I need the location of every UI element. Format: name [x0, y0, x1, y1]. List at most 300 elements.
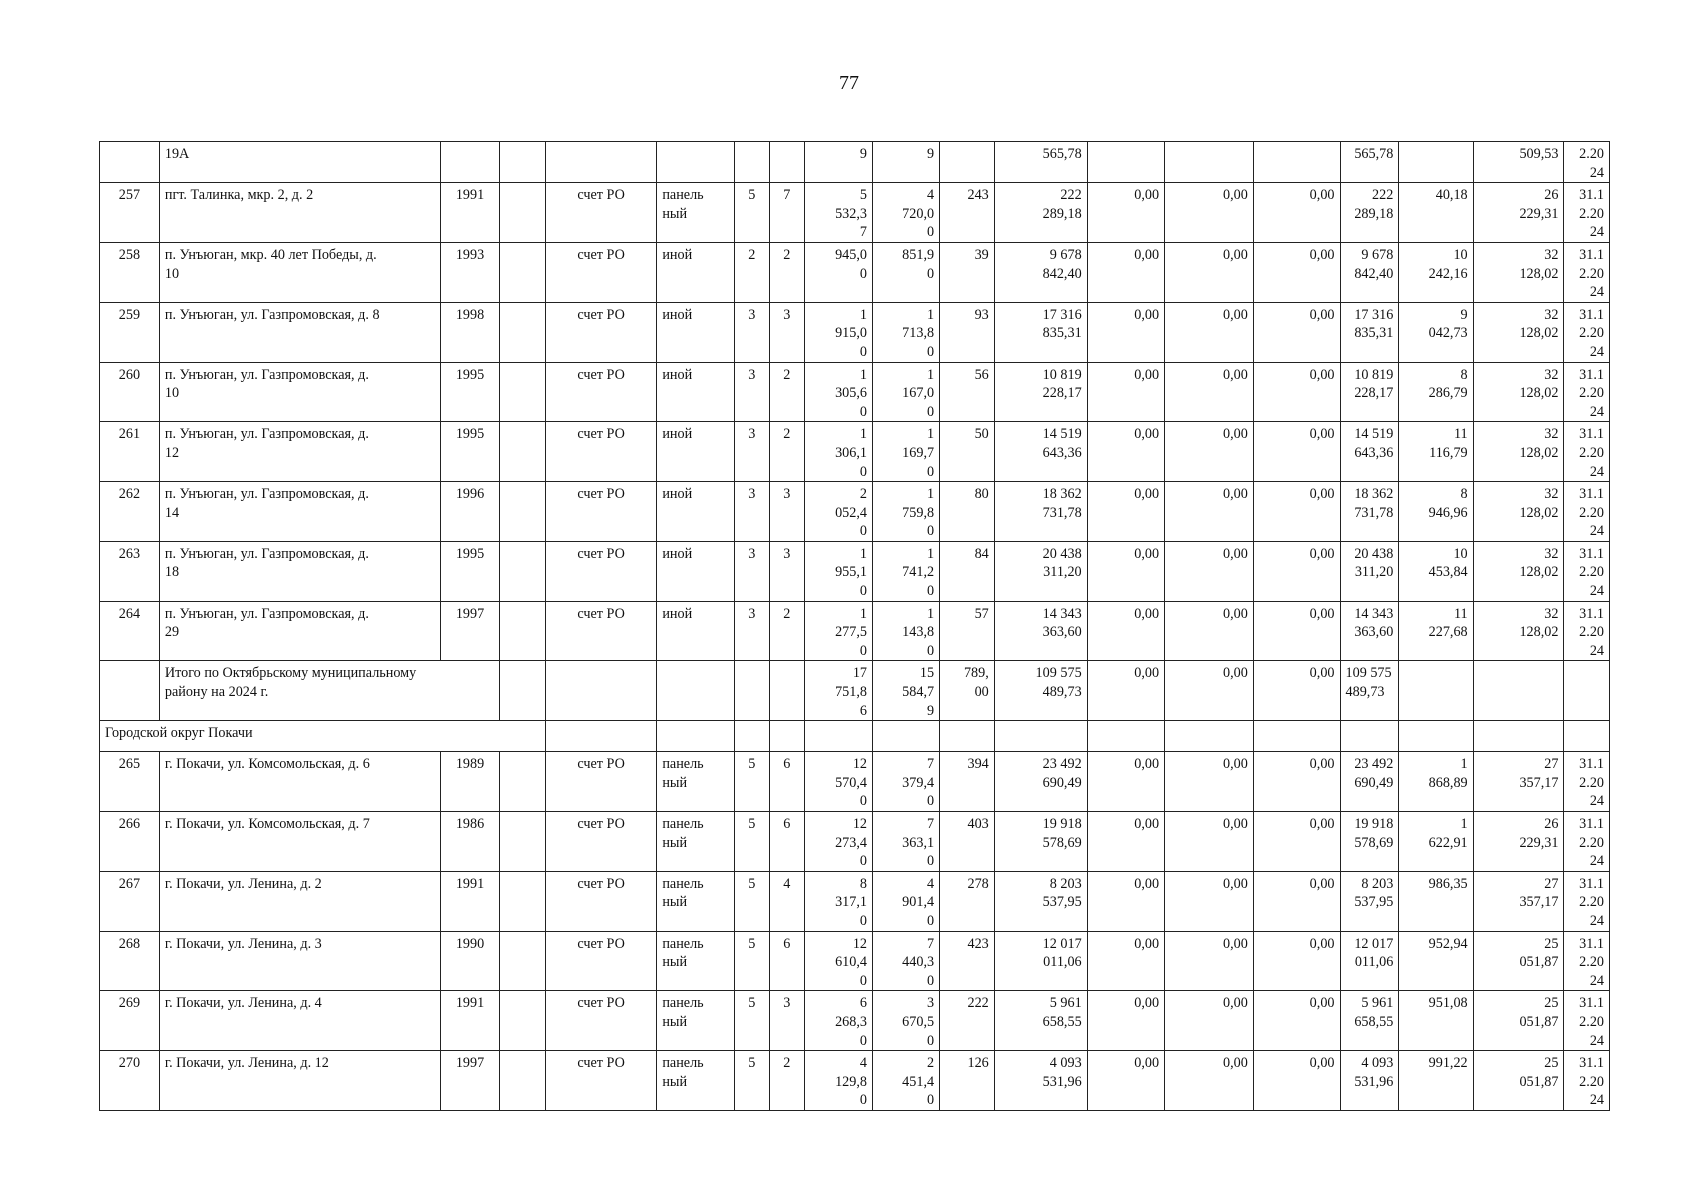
funding-cell: 0,00 [1253, 362, 1340, 422]
address-cell: 19А [159, 142, 440, 183]
cost-cell: 4 093 531,96 [994, 1051, 1087, 1111]
area-residential-cell: 1 759,8 0 [873, 482, 940, 542]
row-number: 266 [100, 812, 160, 872]
empty-cell [500, 482, 545, 542]
address-cell: п. Унъюган, ул. Газпромовская, д. 18 [159, 541, 440, 601]
floors-cell: 3 [734, 302, 769, 362]
area-total-cell: 12 570,4 0 [804, 752, 872, 812]
floors-cell: 5 [734, 812, 769, 872]
address-cell: п. Унъюган, ул. Газпромовская, д. 29 [159, 601, 440, 661]
funding-cell: 0,00 [1087, 183, 1164, 243]
total-row [100, 661, 1610, 721]
row-number: 268 [100, 931, 160, 991]
entrances-cell: 6 [769, 931, 804, 991]
cost-cell: 18 362 731,78 [994, 482, 1087, 542]
address-cell: г. Покачи, ул. Ленина, д. 2 [159, 871, 440, 931]
method-cell: счет РО [545, 931, 656, 991]
floors-cell [734, 142, 769, 183]
unit-cost-cell [1399, 661, 1473, 721]
funding-cell: 0,00 [1087, 661, 1164, 721]
year-cell: 1990 [440, 931, 500, 991]
funding-cell: 0,00 [1253, 302, 1340, 362]
area-residential-cell: 2 451,4 0 [873, 1051, 940, 1111]
unit-cost-cell: 951,08 [1399, 991, 1473, 1051]
funding-cell: 0,00 [1165, 183, 1254, 243]
empty-cell [1399, 721, 1473, 752]
date-cell: 31.1 2.20 24 [1564, 242, 1610, 302]
fund-cell: 4 093 531,96 [1340, 1051, 1399, 1111]
empty-cell [500, 422, 545, 482]
floors-cell: 5 [734, 183, 769, 243]
row-number [100, 661, 160, 721]
entrances-cell: 2 [769, 242, 804, 302]
limit-cell: 32 128,02 [1473, 541, 1564, 601]
empty-cell [500, 1051, 545, 1111]
cost-cell: 5 961 658,55 [994, 991, 1087, 1051]
row-number: 262 [100, 482, 160, 542]
empty-cell [500, 931, 545, 991]
area-residential-cell: 4 720,0 0 [873, 183, 940, 243]
material-cell: иной [657, 362, 734, 422]
page-number: 77 [839, 72, 859, 94]
floors-cell: 5 [734, 871, 769, 931]
cost-cell: 23 492 690,49 [994, 752, 1087, 812]
area-total-cell: 945,0 0 [804, 242, 872, 302]
entrances-cell: 2 [769, 422, 804, 482]
table-row [100, 871, 1610, 931]
material-cell: панель ный [657, 752, 734, 812]
residents-cell: 93 [940, 302, 995, 362]
method-cell: счет РО [545, 183, 656, 243]
unit-cost-cell: 8 286,79 [1399, 362, 1473, 422]
empty-cell [500, 242, 545, 302]
residents-cell: 403 [940, 812, 995, 872]
funding-cell: 0,00 [1165, 541, 1254, 601]
funding-cell: 0,00 [1165, 661, 1254, 721]
funding-cell: 0,00 [1253, 482, 1340, 542]
row-number: 270 [100, 1051, 160, 1111]
table-row [100, 482, 1610, 542]
funding-cell: 0,00 [1165, 931, 1254, 991]
section-header-row [100, 721, 1610, 752]
date-cell: 31.1 2.20 24 [1564, 422, 1610, 482]
row-number: 267 [100, 871, 160, 931]
residents-cell: 57 [940, 601, 995, 661]
year-cell: 1998 [440, 302, 500, 362]
residents-cell: 278 [940, 871, 995, 931]
floors-cell: 3 [734, 601, 769, 661]
empty-cell [500, 601, 545, 661]
empty-cell [500, 991, 545, 1051]
date-cell: 31.1 2.20 24 [1564, 183, 1610, 243]
cost-cell: 14 519 643,36 [994, 422, 1087, 482]
funding-cell: 0,00 [1087, 482, 1164, 542]
funding-cell: 0,00 [1253, 183, 1340, 243]
funding-cell: 0,00 [1253, 931, 1340, 991]
empty-cell [940, 721, 995, 752]
funding-cell: 0,00 [1165, 991, 1254, 1051]
area-residential-cell: 4 901,4 0 [873, 871, 940, 931]
area-total-cell: 1 277,5 0 [804, 601, 872, 661]
method-cell: счет РО [545, 362, 656, 422]
material-cell: иной [657, 242, 734, 302]
fund-cell: 12 017 011,06 [1340, 931, 1399, 991]
limit-cell: 32 128,02 [1473, 362, 1564, 422]
table-row [100, 812, 1610, 872]
date-cell: 2.20 24 [1564, 142, 1610, 183]
funding-cell: 0,00 [1087, 991, 1164, 1051]
floors-cell: 3 [734, 541, 769, 601]
date-cell: 31.1 2.20 24 [1564, 1051, 1610, 1111]
entrances-cell: 7 [769, 183, 804, 243]
date-cell: 31.1 2.20 24 [1564, 871, 1610, 931]
funding-cell: 0,00 [1087, 752, 1164, 812]
area-residential-cell: 15 584,7 9 [873, 661, 940, 721]
fund-cell: 23 492 690,49 [1340, 752, 1399, 812]
fund-cell: 17 316 835,31 [1340, 302, 1399, 362]
empty-cell [1087, 721, 1164, 752]
address-cell: п. Унъюган, ул. Газпромовская, д. 10 [159, 362, 440, 422]
unit-cost-cell: 986,35 [1399, 871, 1473, 931]
method-cell [545, 661, 656, 721]
address-cell: п. Унъюган, ул. Газпромовская, д. 12 [159, 422, 440, 482]
fund-cell: 14 519 643,36 [1340, 422, 1399, 482]
area-total-cell: 12 273,4 0 [804, 812, 872, 872]
limit-cell: 32 128,02 [1473, 422, 1564, 482]
fund-cell: 18 362 731,78 [1340, 482, 1399, 542]
unit-cost-cell: 991,22 [1399, 1051, 1473, 1111]
area-residential-cell: 7 440,3 0 [873, 931, 940, 991]
year-cell: 1991 [440, 183, 500, 243]
empty-cell [500, 302, 545, 362]
row-number: 260 [100, 362, 160, 422]
material-cell [657, 142, 734, 183]
unit-cost-cell: 10 453,84 [1399, 541, 1473, 601]
funding-cell: 0,00 [1253, 991, 1340, 1051]
method-cell: счет РО [545, 482, 656, 542]
fund-cell: 20 438 311,20 [1340, 541, 1399, 601]
table-row [100, 601, 1610, 661]
year-cell: 1995 [440, 422, 500, 482]
empty-cell [500, 812, 545, 872]
fund-cell: 109 575 489,73 [1340, 661, 1399, 721]
row-number: 261 [100, 422, 160, 482]
date-cell: 31.1 2.20 24 [1564, 601, 1610, 661]
area-total-cell: 17 751,8 6 [804, 661, 872, 721]
residents-cell: 222 [940, 991, 995, 1051]
fund-cell: 19 918 578,69 [1340, 812, 1399, 872]
area-total-cell: 5 532,3 7 [804, 183, 872, 243]
cost-cell: 565,78 [994, 142, 1087, 183]
funding-cell: 0,00 [1253, 871, 1340, 931]
area-residential-cell: 7 379,4 0 [873, 752, 940, 812]
table-row [100, 183, 1610, 243]
area-residential-cell: 9 [873, 142, 940, 183]
funding-cell: 0,00 [1165, 812, 1254, 872]
unit-cost-cell: 11 227,68 [1399, 601, 1473, 661]
funding-cell: 0,00 [1165, 422, 1254, 482]
empty-cell [734, 721, 769, 752]
entrances-cell: 3 [769, 482, 804, 542]
funding-cell: 0,00 [1087, 931, 1164, 991]
cost-cell: 9 678 842,40 [994, 242, 1087, 302]
area-residential-cell: 7 363,1 0 [873, 812, 940, 872]
method-cell: счет РО [545, 302, 656, 362]
year-cell: 1993 [440, 242, 500, 302]
empty-cell [500, 752, 545, 812]
empty-cell [1253, 721, 1340, 752]
funding-cell [1087, 142, 1164, 183]
material-cell: иной [657, 422, 734, 482]
empty-cell [994, 721, 1087, 752]
row-number: 263 [100, 541, 160, 601]
residents-cell: 39 [940, 242, 995, 302]
date-cell: 31.1 2.20 24 [1564, 362, 1610, 422]
empty-cell [500, 661, 545, 721]
empty-cell [769, 721, 804, 752]
entrances-cell: 2 [769, 362, 804, 422]
table-row [100, 302, 1610, 362]
cost-cell: 20 438 311,20 [994, 541, 1087, 601]
entrances-cell [769, 142, 804, 183]
residents-cell: 84 [940, 541, 995, 601]
area-total-cell: 1 305,6 0 [804, 362, 872, 422]
floors-cell: 3 [734, 482, 769, 542]
year-cell: 1989 [440, 752, 500, 812]
method-cell: счет РО [545, 812, 656, 872]
residents-cell: 126 [940, 1051, 995, 1111]
address-cell: г. Покачи, ул. Комсомольская, д. 6 [159, 752, 440, 812]
row-number: 259 [100, 302, 160, 362]
floors-cell: 3 [734, 422, 769, 482]
address-cell: п. Унъюган, мкр. 40 лет Победы, д. 10 [159, 242, 440, 302]
funding-cell: 0,00 [1253, 601, 1340, 661]
table-row [100, 362, 1610, 422]
date-cell [1564, 661, 1610, 721]
entrances-cell: 2 [769, 1051, 804, 1111]
funding-cell: 0,00 [1165, 302, 1254, 362]
funding-cell: 0,00 [1165, 1051, 1254, 1111]
unit-cost-cell: 952,94 [1399, 931, 1473, 991]
year-cell: 1986 [440, 812, 500, 872]
residents-cell: 56 [940, 362, 995, 422]
cost-cell: 222 289,18 [994, 183, 1087, 243]
residents-cell: 394 [940, 752, 995, 812]
funding-cell: 0,00 [1165, 601, 1254, 661]
limit-cell: 25 051,87 [1473, 1051, 1564, 1111]
fund-cell: 10 819 228,17 [1340, 362, 1399, 422]
table-row [100, 142, 1610, 183]
empty-cell [500, 362, 545, 422]
year-cell [440, 142, 500, 183]
year-cell: 1997 [440, 601, 500, 661]
floors-cell: 5 [734, 931, 769, 991]
cost-cell: 12 017 011,06 [994, 931, 1087, 991]
date-cell: 31.1 2.20 24 [1564, 812, 1610, 872]
limit-cell: 26 229,31 [1473, 812, 1564, 872]
limit-cell: 32 128,02 [1473, 482, 1564, 542]
date-cell: 31.1 2.20 24 [1564, 541, 1610, 601]
area-total-cell: 1 955,1 0 [804, 541, 872, 601]
area-residential-cell: 1 143,8 0 [873, 601, 940, 661]
date-cell: 31.1 2.20 24 [1564, 482, 1610, 542]
table-row [100, 752, 1610, 812]
unit-cost-cell: 40,18 [1399, 183, 1473, 243]
material-cell: панель ный [657, 183, 734, 243]
funding-cell: 0,00 [1087, 302, 1164, 362]
cost-cell: 8 203 537,95 [994, 871, 1087, 931]
section-title: Городской округ Покачи [100, 721, 546, 752]
fund-cell: 9 678 842,40 [1340, 242, 1399, 302]
entrances-cell [769, 661, 804, 721]
address-cell: пгт. Талинка, мкр. 2, д. 2 [159, 183, 440, 243]
area-residential-cell: 851,9 0 [873, 242, 940, 302]
floors-cell: 5 [734, 991, 769, 1051]
cost-cell: 14 343 363,60 [994, 601, 1087, 661]
unit-cost-cell: 9 042,73 [1399, 302, 1473, 362]
entrances-cell: 6 [769, 812, 804, 872]
fund-cell: 8 203 537,95 [1340, 871, 1399, 931]
area-residential-cell: 3 670,5 0 [873, 991, 940, 1051]
method-cell: счет РО [545, 242, 656, 302]
row-number: 269 [100, 991, 160, 1051]
entrances-cell: 2 [769, 601, 804, 661]
unit-cost-cell: 1 622,91 [1399, 812, 1473, 872]
funding-cell: 0,00 [1253, 422, 1340, 482]
empty-cell [1165, 721, 1254, 752]
residents-cell: 423 [940, 931, 995, 991]
funding-cell: 0,00 [1253, 812, 1340, 872]
material-cell: иной [657, 482, 734, 542]
funding-cell: 0,00 [1165, 242, 1254, 302]
year-cell: 1997 [440, 1051, 500, 1111]
empty-cell [545, 721, 656, 752]
row-number: 258 [100, 242, 160, 302]
table-row [100, 1051, 1610, 1111]
material-cell: панель ный [657, 931, 734, 991]
table-row [100, 991, 1610, 1051]
residents-cell [940, 142, 995, 183]
limit-cell: 32 128,02 [1473, 601, 1564, 661]
funding-cell: 0,00 [1165, 752, 1254, 812]
funding-cell: 0,00 [1087, 362, 1164, 422]
material-cell: иной [657, 601, 734, 661]
entrances-cell: 3 [769, 991, 804, 1051]
funding-cell: 0,00 [1087, 422, 1164, 482]
total-label: Итого по Октябрьскому муниципальному району на 2024 г. [159, 661, 500, 721]
empty-cell [873, 721, 940, 752]
area-total-cell: 12 610,4 0 [804, 931, 872, 991]
funding-cell: 0,00 [1087, 1051, 1164, 1111]
unit-cost-cell: 11 116,79 [1399, 422, 1473, 482]
area-total-cell: 2 052,4 0 [804, 482, 872, 542]
limit-cell: 32 128,02 [1473, 242, 1564, 302]
floors-cell [734, 661, 769, 721]
method-cell: счет РО [545, 752, 656, 812]
area-total-cell: 1 306,1 0 [804, 422, 872, 482]
method-cell: счет РО [545, 541, 656, 601]
funding-cell: 0,00 [1087, 242, 1164, 302]
limit-cell: 509,53 [1473, 142, 1564, 183]
fund-cell: 5 961 658,55 [1340, 991, 1399, 1051]
entrances-cell: 6 [769, 752, 804, 812]
cost-cell: 17 316 835,31 [994, 302, 1087, 362]
table-row [100, 541, 1610, 601]
entrances-cell: 4 [769, 871, 804, 931]
funding-cell: 0,00 [1253, 541, 1340, 601]
empty-cell [1340, 721, 1399, 752]
date-cell: 31.1 2.20 24 [1564, 991, 1610, 1051]
cost-cell: 109 575 489,73 [994, 661, 1087, 721]
material-cell: панель ный [657, 991, 734, 1051]
year-cell: 1995 [440, 541, 500, 601]
fund-cell: 565,78 [1340, 142, 1399, 183]
method-cell: счет РО [545, 991, 656, 1051]
material-cell: панель ный [657, 1051, 734, 1111]
fund-cell: 222 289,18 [1340, 183, 1399, 243]
method-cell: счет РО [545, 601, 656, 661]
funding-cell: 0,00 [1165, 871, 1254, 931]
method-cell [545, 142, 656, 183]
area-total-cell: 9 [804, 142, 872, 183]
year-cell: 1991 [440, 991, 500, 1051]
date-cell: 31.1 2.20 24 [1564, 752, 1610, 812]
cost-cell: 10 819 228,17 [994, 362, 1087, 422]
row-number [100, 142, 160, 183]
row-number: 264 [100, 601, 160, 661]
area-residential-cell: 1 741,2 0 [873, 541, 940, 601]
funding-cell: 0,00 [1087, 871, 1164, 931]
row-number: 265 [100, 752, 160, 812]
address-cell: г. Покачи, ул. Ленина, д. 12 [159, 1051, 440, 1111]
area-residential-cell: 1 169,7 0 [873, 422, 940, 482]
material-cell: иной [657, 541, 734, 601]
area-residential-cell: 1 713,8 0 [873, 302, 940, 362]
entrances-cell: 3 [769, 302, 804, 362]
date-cell: 31.1 2.20 24 [1564, 302, 1610, 362]
year-cell: 1996 [440, 482, 500, 542]
cost-cell: 19 918 578,69 [994, 812, 1087, 872]
material-cell [657, 661, 734, 721]
funding-cell: 0,00 [1165, 362, 1254, 422]
floors-cell: 3 [734, 362, 769, 422]
table-row [100, 422, 1610, 482]
limit-cell: 27 357,17 [1473, 871, 1564, 931]
residents-cell: 80 [940, 482, 995, 542]
material-cell: панель ный [657, 871, 734, 931]
funding-cell: 0,00 [1165, 482, 1254, 542]
empty-cell [500, 142, 545, 183]
address-cell: г. Покачи, ул. Ленина, д. 3 [159, 931, 440, 991]
row-number: 257 [100, 183, 160, 243]
address-cell: п. Унъюган, ул. Газпромовская, д. 8 [159, 302, 440, 362]
residents-cell: 789, 00 [940, 661, 995, 721]
unit-cost-cell: 8 946,96 [1399, 482, 1473, 542]
limit-cell: 27 357,17 [1473, 752, 1564, 812]
area-total-cell: 8 317,1 0 [804, 871, 872, 931]
address-cell: г. Покачи, ул. Ленина, д. 4 [159, 991, 440, 1051]
floors-cell: 5 [734, 1051, 769, 1111]
method-cell: счет РО [545, 871, 656, 931]
limit-cell: 25 051,87 [1473, 991, 1564, 1051]
funding-cell: 0,00 [1253, 242, 1340, 302]
material-cell: панель ный [657, 812, 734, 872]
limit-cell: 25 051,87 [1473, 931, 1564, 991]
table-body [100, 142, 1610, 1111]
funding-cell [1253, 142, 1340, 183]
funding-cell: 0,00 [1087, 601, 1164, 661]
entrances-cell: 3 [769, 541, 804, 601]
